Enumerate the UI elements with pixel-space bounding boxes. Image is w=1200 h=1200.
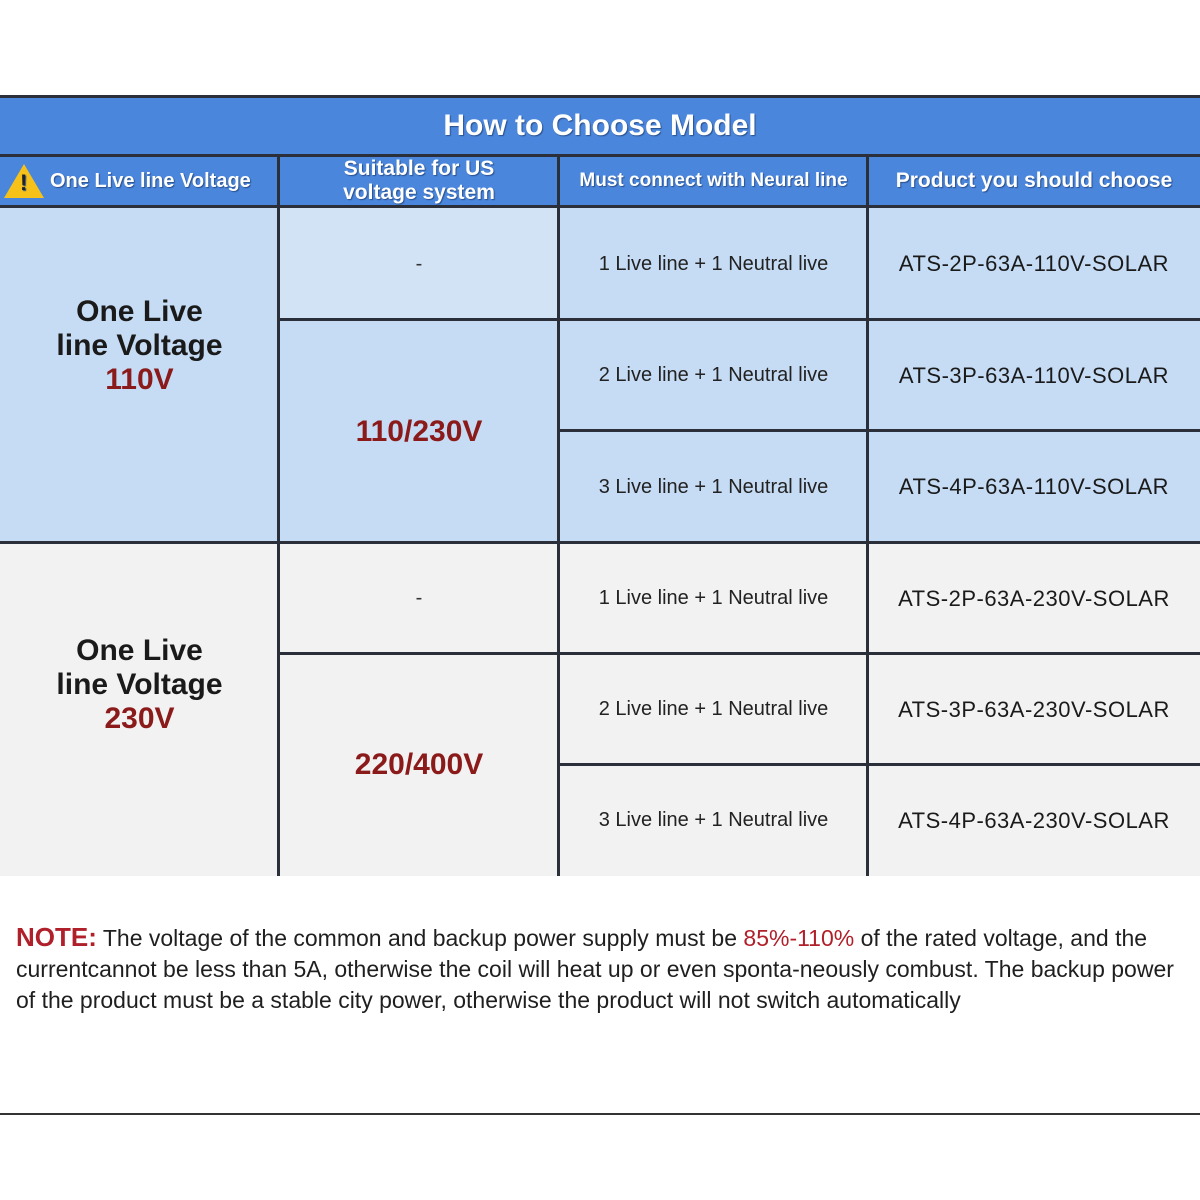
- connection-value: 3 Live line + 1 Neutral live: [598, 475, 829, 498]
- grid-divider: [279, 652, 1200, 655]
- group-label-110v: [0, 208, 279, 543]
- header-us-voltage-system: [279, 154, 559, 208]
- product-cell: [868, 543, 1200, 654]
- grid-divider: [0, 541, 1200, 544]
- system-cell: [279, 320, 559, 543]
- connection-cell: [559, 431, 868, 543]
- product-value: ATS-2P-63A-230V-SOLAR: [898, 585, 1170, 611]
- model-selection-table: [0, 95, 1200, 876]
- system-cell: [279, 654, 559, 876]
- connection-value: 2 Live line + 1 Neutral live: [598, 698, 829, 720]
- bottom-divider: [0, 1113, 1200, 1115]
- product-value: ATS-2P-63A-110V-SOLAR: [898, 251, 1170, 276]
- table-title: How to Choose Model: [0, 98, 1200, 154]
- product-value: ATS-4P-63A-230V-SOLAR: [898, 807, 1170, 833]
- system-cell: [279, 208, 559, 320]
- connection-cell: [559, 765, 868, 876]
- header-label: One Live line Voltage: [50, 169, 251, 192]
- grid-divider: [559, 763, 1200, 766]
- group-label-line2: line Voltage: [56, 328, 223, 362]
- note-text: of the rated voltage, and the currentcannot be less than 5A, otherwise the coil will heat up or even sponta-neously combust. The backup power of the product must be a stable city power, otherwise the product will not switch automatically: [16, 925, 1174, 1013]
- product-value: ATS-3P-63A-110V-SOLAR: [898, 362, 1170, 388]
- product-cell: [868, 431, 1200, 543]
- group-label-text: [56, 295, 222, 397]
- connection-cell: [559, 543, 868, 654]
- system-value: -: [415, 252, 423, 275]
- group-voltage: 230V: [104, 701, 175, 735]
- product-value: ATS-3P-63A-230V-SOLAR: [898, 696, 1170, 722]
- connection-cell: [559, 654, 868, 765]
- product-cell: [868, 320, 1200, 431]
- note-text: The voltage of the common and backup power supply must be: [96, 925, 744, 951]
- system-value: -: [415, 587, 423, 609]
- product-cell: [868, 208, 1200, 320]
- grid-divider: [559, 429, 1200, 432]
- product-cell: [868, 654, 1200, 765]
- grid-divider: [277, 154, 280, 876]
- header-one-live-line-voltage: [0, 154, 279, 208]
- grid-divider: [279, 318, 1200, 321]
- group-label-text: [56, 634, 222, 736]
- note-label: NOTE:: [16, 922, 97, 952]
- group-label-230v: [0, 543, 279, 876]
- grid-divider: [557, 154, 560, 876]
- group-label-line1: One Live: [76, 633, 203, 667]
- system-value: 110/230V: [355, 414, 483, 448]
- note-highlight: 85%-110%: [743, 925, 855, 951]
- header-label: Must connect with Neural line: [579, 170, 848, 191]
- system-value: 220/400V: [354, 748, 484, 781]
- group-label-line2: line Voltage: [56, 667, 223, 701]
- header-product: [868, 154, 1200, 208]
- connection-value: 1 Live line + 1 Neutral live: [598, 587, 829, 609]
- product-value: ATS-4P-63A-110V-SOLAR: [898, 474, 1170, 499]
- connection-value: 3 Live line + 1 Neutral live: [598, 809, 829, 831]
- product-cell: [868, 765, 1200, 876]
- note-paragraph: [16, 922, 1186, 1016]
- grid-divider: [866, 154, 869, 876]
- header-label: Product you should choose: [895, 169, 1173, 192]
- connection-value: 2 Live line + 1 Neutral live: [598, 364, 829, 386]
- group-label-line1: One Live: [76, 294, 203, 328]
- header-neutral-line: [559, 154, 868, 208]
- connection-cell: [559, 320, 868, 431]
- warning-icon: [4, 164, 44, 198]
- group-voltage: 110V: [105, 362, 174, 396]
- connection-value: 1 Live line + 1 Neutral live: [598, 252, 829, 275]
- connection-cell: [559, 208, 868, 320]
- system-cell: [279, 543, 559, 654]
- header-label: Suitable for US voltage system: [343, 157, 495, 204]
